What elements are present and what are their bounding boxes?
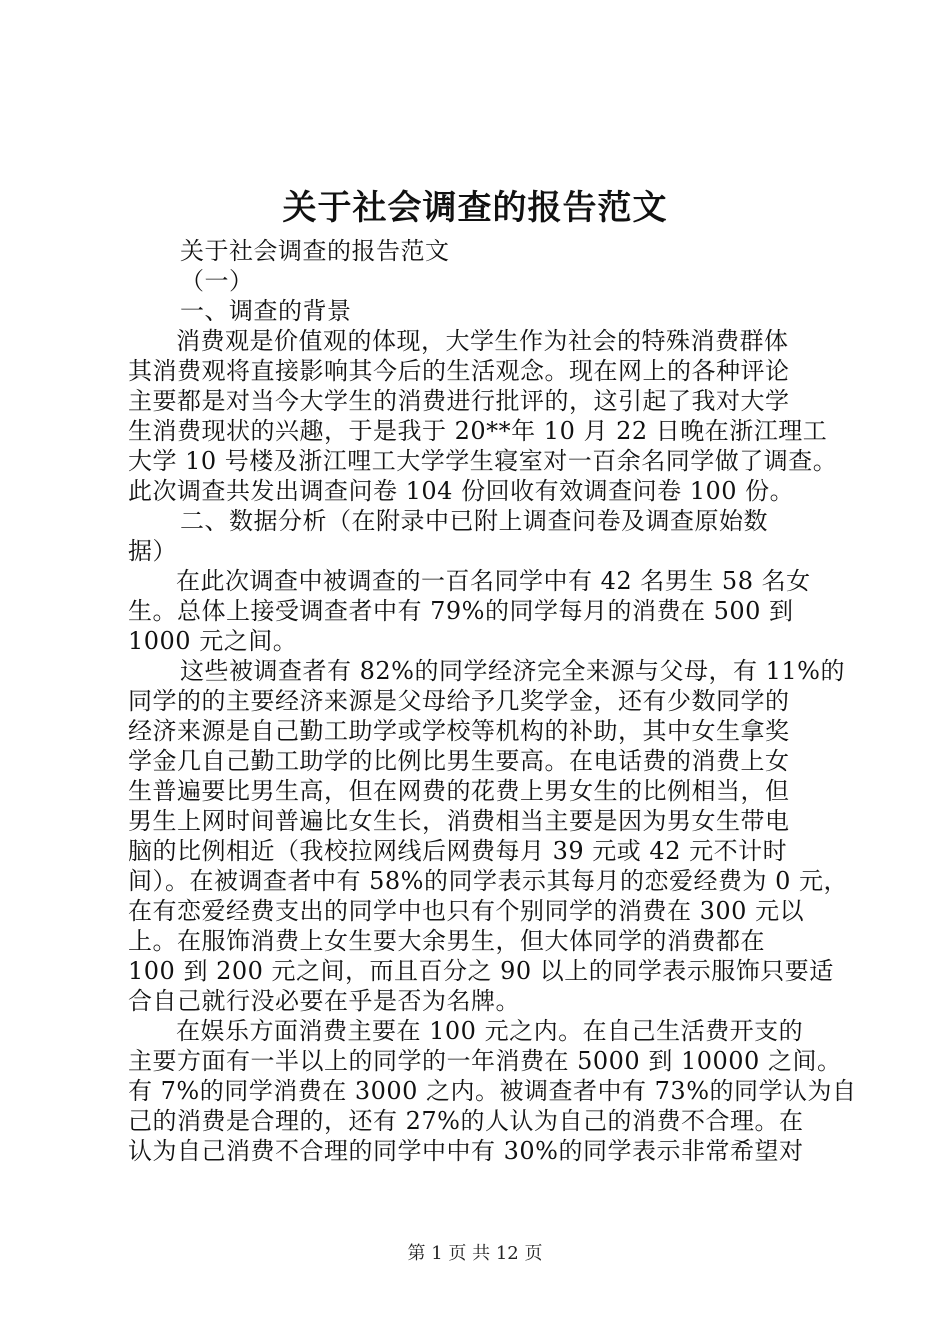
page-footer: 第 1 页 共 12 页 (407, 1243, 543, 1264)
paragraph-line: 在有恋爱经费支出的同学中也只有个别同学的消费在 300 元以 (128, 897, 805, 925)
heading-data-analysis: 二、数据分析（在附录中已附上调查问卷及调查原始数 (180, 507, 768, 535)
paragraph-line: 主要方面有一半以上的同学的一年消费在 5000 到 10000 之间。 (128, 1047, 842, 1075)
paragraph-line: 男生上网时间普遍比女生长，消费相当主要是因为男女生带电 (128, 807, 790, 835)
paragraph-line: 合自己就行没必要在乎是否为名牌。 (128, 987, 520, 1015)
document-title: 关于社会调查的报告范文 (282, 188, 668, 228)
paragraph-line: 在此次调查中被调查的一百名同学中有 42 名男生 58 名女 (176, 567, 811, 595)
paragraph-line: 有 7%的同学消费在 3000 之内。被调查者中有 73%的同学认为自 (128, 1077, 857, 1105)
subtitle-line: 关于社会调查的报告范文 (180, 237, 450, 265)
paragraph-line: 主要都是对当今大学生的消费进行批评的，这引起了我对大学 (128, 387, 790, 415)
paragraph-line: 学金几自己勤工助学的比例比男生要高。在电话费的消费上女 (128, 747, 790, 775)
paragraph-line: 生普遍要比男生高，但在网费的花费上男女生的比例相当，但 (128, 777, 790, 805)
paragraph-line: 此次调查共发出调查问卷 104 份回收有效调查问卷 100 份。 (128, 477, 795, 505)
paragraph-line: 认为自己消费不合理的同学中中有 30%的同学表示非常希望对 (128, 1137, 804, 1165)
paragraph-line: 在娱乐方面消费主要在 100 元之内。在自己生活费开支的 (176, 1017, 804, 1045)
paragraph-line: 消费观是价值观的体现，大学生作为社会的特殊消费群体 (176, 327, 789, 355)
section-number: （一） (180, 267, 254, 295)
heading-data-analysis-cont: 据） (128, 537, 177, 565)
paragraph-line: 经济来源是自己勤工助学或学校等机构的补助，其中女生拿奖 (128, 717, 790, 745)
paragraph-line: 上。在服饰消费上女生要大余男生，但大体同学的消费都在 (128, 927, 765, 955)
paragraph-line: 其消费观将直接影响其今后的生活观念。现在网上的各种评论 (128, 357, 790, 385)
paragraph-line: 脑的比例相近（我校拉网线后网费每月 39 元或 42 元不计时 (128, 837, 788, 865)
paragraph-line: 这些被调查者有 82%的同学经济完全来源与父母，有 11%的 (180, 657, 845, 685)
paragraph-line: 间）。在被调查者中有 58%的同学表示其每月的恋爱经费为 0 元， (128, 867, 848, 895)
heading-background: 一、调查的背景 (180, 297, 352, 325)
paragraph-line: 生消费现状的兴趣，于是我于 20**年 10 月 22 日晚在浙江理工 (128, 417, 828, 445)
paragraph-line: 大学 10 号楼及浙江哩工大学学生寝室对一百余名同学做了调查。 (128, 447, 838, 475)
paragraph-line: 生。总体上接受调查者中有 79%的同学每月的消费在 500 到 (128, 597, 794, 625)
paragraph-line: 1000 元之间。 (128, 627, 298, 655)
document-body (128, 236, 857, 1166)
paragraph-line: 100 到 200 元之间，而且百分之 90 以上的同学表示服饰只要适 (128, 957, 834, 985)
paragraph-line: 己的消费是合理的，还有 27%的人认为自己的消费不合理。在 (128, 1107, 804, 1135)
paragraph-line: 同学的的主要经济来源是父母给予几奖学金，还有少数同学的 (128, 687, 790, 715)
